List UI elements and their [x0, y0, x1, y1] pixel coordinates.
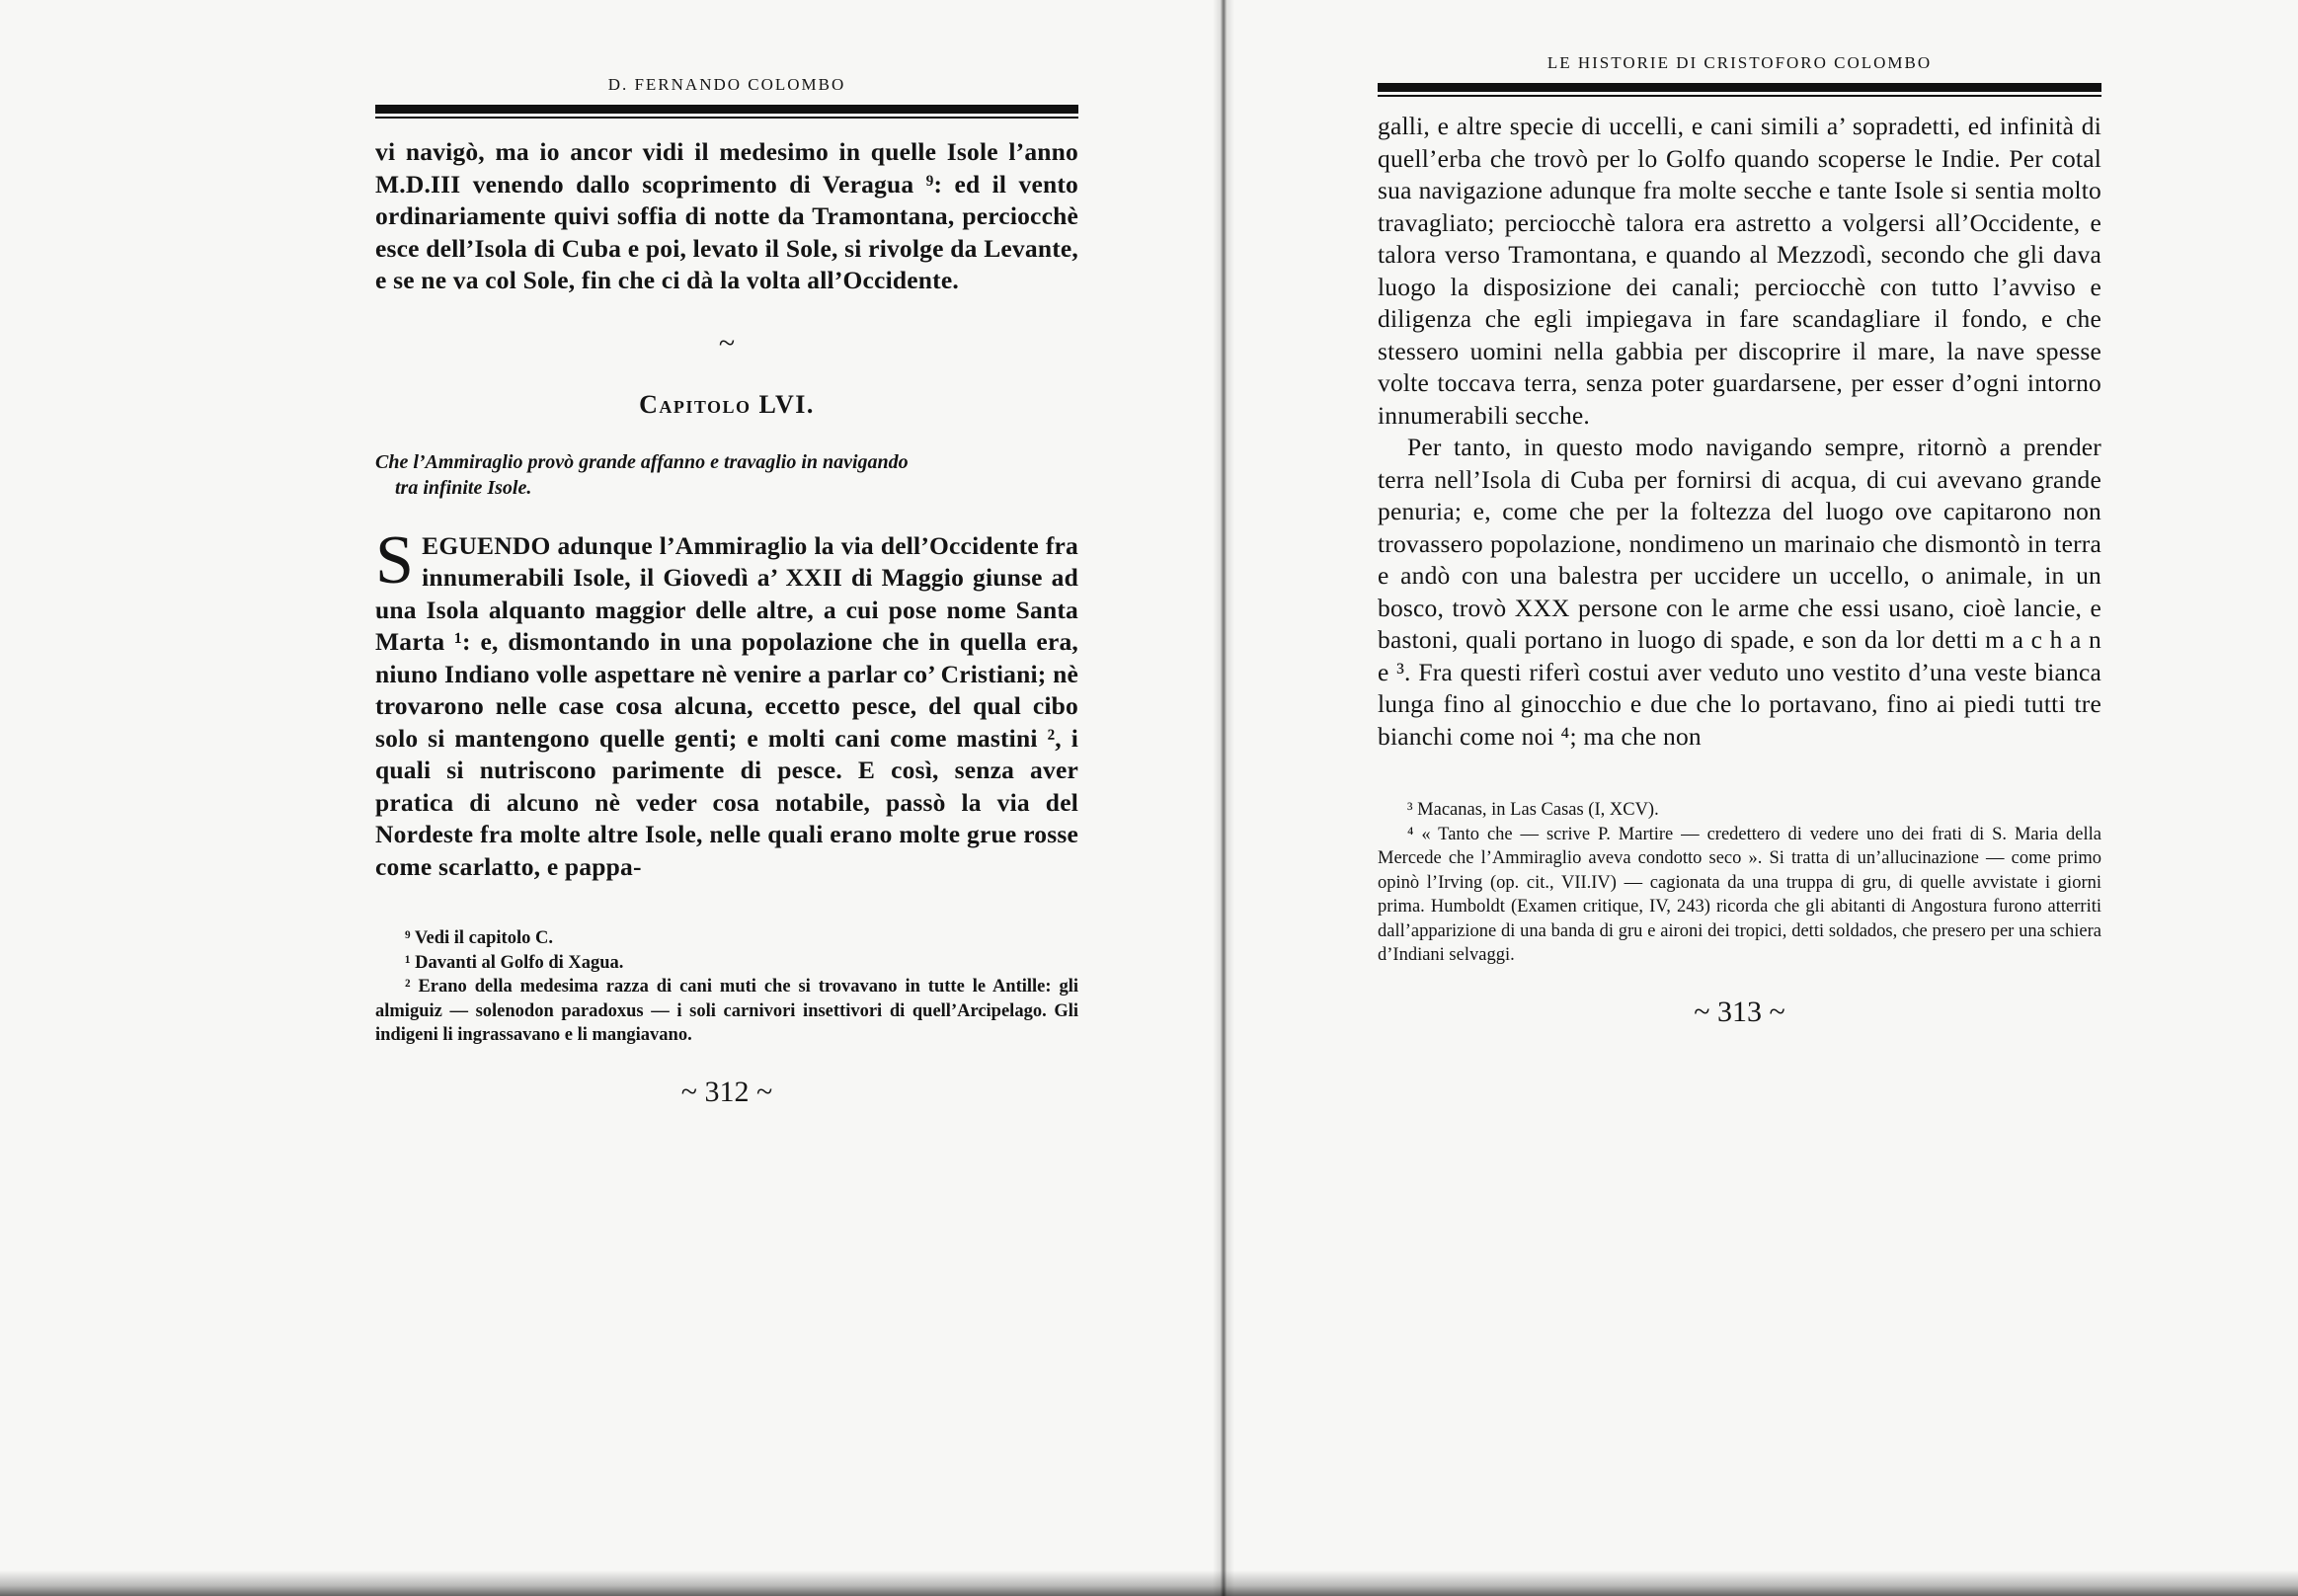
footnote-1: ¹ Davanti al Golfo di Xagua.	[405, 952, 624, 973]
footnote-9: ⁹ Vedi il capitolo C.	[405, 928, 553, 948]
right-footnotes	[1378, 798, 2101, 968]
footnote-4: ⁴ « Tanto che — scrive P. Martire — credettero di vedere uno dei frati di S. Maria della Mercede che l’Ammiraglio aveva condotto seco ». Si tratta di un’allucinazione — come primo opinò l’Irving (op. cit., VII.IV) — cagionata da una truppa di gru, di quelle avvistate i giorni prima. Humboldt (Examen critique, IV, 243) ricorda che gli abitanti di Angostura furono atterriti dall’apparizione di una banda di gru e aironi dei tropici, detti soldados, che presero per una schiera d’Indiani selvaggi.	[1378, 824, 2101, 965]
left-head-rule-thin	[375, 117, 1078, 119]
footnote-2: ² Erano della medesima razza di cani muti che si trovavano in tutte le Antille: gli almiguiz — solenodon paradoxus — i soli carnivori insettivori di quell’Arcipelago. Gli indigeni li ingrassavano e li mangiavano.	[375, 977, 1078, 1045]
left-footnotes	[375, 926, 1078, 1048]
left-page-number: ~ 312 ~	[680, 1075, 773, 1108]
left-page	[375, 0, 1078, 1596]
chapter-title: Capitolo LVI.	[639, 389, 815, 419]
drop-cap: S	[375, 521, 415, 598]
chapter-text: adunque l’Ammiraglio la via dell’Occidente fra innumerabili Isole, il Giovedì a’ XXII di Maggio giunse ad una Isola alquanto maggior delle altre, a cui pose nome Santa Marta ¹: e, dismontando in una popolazione che in quella era, niuno Indiano volle aspettare nè venire a parlar co’ Cristiani; nè trovarono nelle case cosa alcuna, eccetto pesce, del qual cibo solo si mantengono quelle genti; e molti cani come mastini ², i quali si nutriscono parimente di pesce. E così, senza aver pratica di alcuno nè veder cosa notabile, passò la via del Nordeste fra molte altre Isole, nelle quali erano molte grue rosse come scarlatto, e pappa-	[375, 530, 1078, 881]
chapter-summary-line1: Che l’Ammiraglio provò grande affanno e travaglio in navigando	[375, 450, 909, 473]
left-running-head: D. FERNANDO COLOMBO	[607, 75, 846, 94]
right-head-rule	[1378, 83, 2101, 92]
chapter-summary-line2: tra infinite Isole.	[395, 476, 532, 499]
footnote-3: ³ Macanas, in Las Casas (I, XCV).	[1407, 800, 1659, 820]
right-page-number: ~ 313 ~	[1694, 995, 1785, 1028]
right-page	[1378, 0, 2101, 1596]
chapter-body-text	[375, 521, 1078, 884]
left-continuation-text: vi navigò, ma io ancor vidi il medesimo in quelle Isole l’anno M.D.III venendo dallo scoprimento di Veragua ⁹: ed il vento ordinariamente quivi soffia di notte da Tramontana, perciocchè esce dell’Isola di Cuba e poi, levato il Sole, si rivolge da Levante, e se ne va col Sole, fin che ci dà la volta all’Occidente.	[375, 137, 1078, 294]
left-head-rule	[375, 105, 1078, 114]
right-paragraph-1: galli, e altre specie di uccelli, e cani simili a’ sopradetti, ed infinità di quell’erba che trovò per lo Golfo quando scoperse le Indie. Per cotal sua navigazione adunque fra molte secche e tante Isole si sentia molto travagliato; perciocchè talora era astretto a volgersi all’Occidente, e talora verso Tramontana, e quando al Mezzodì, secondo che gli dava luogo la disposizione dei canali; perciocchè con tutto l’avviso e diligenza che egli impiegava in fare scandagliare il fondo, e che stessero uomini nella gabbia per discoprire il mare, la nave spesse volte toccava terra, senza poter guardarsene, per esser d’ogni intorno innumerabili secche.	[1378, 112, 2101, 430]
book-gutter	[1213, 0, 1234, 1596]
right-running-head: LE HISTORIE DI CRISTOFORO COLOMBO	[1546, 53, 1933, 72]
right-head-rule-thin	[1378, 95, 2101, 97]
right-paragraph-2: Per tanto, in questo modo navigando sempre, ritornò a prender terra nell’Isola di Cuba per fornirsi di acqua, di cui avevano grande penuria; e, come che per la foltezza del luogo ove capitarono non trovassero popolazione, nondimeno un marinaio che dismontò in terra e andò con una balestra per uccidere un uccello, o animale, in un bosco, trovò XXX persone con le arme che essi usano, cioè lancie, e bastoni, quali portano in luogo di spade, e son da lor detti m a c h a n e ³. Fra questi riferì costui aver veduto uno vestito d’una veste bianca lunga fino al ginocchio e due che lo portavano, fino ai piedi tutti tre bianchi come noi ⁴; ma che non	[1378, 433, 2101, 751]
chapter-summary	[375, 449, 1078, 501]
first-word-rest: EGUENDO	[422, 530, 551, 560]
ornament-divider: ~	[718, 326, 736, 359]
